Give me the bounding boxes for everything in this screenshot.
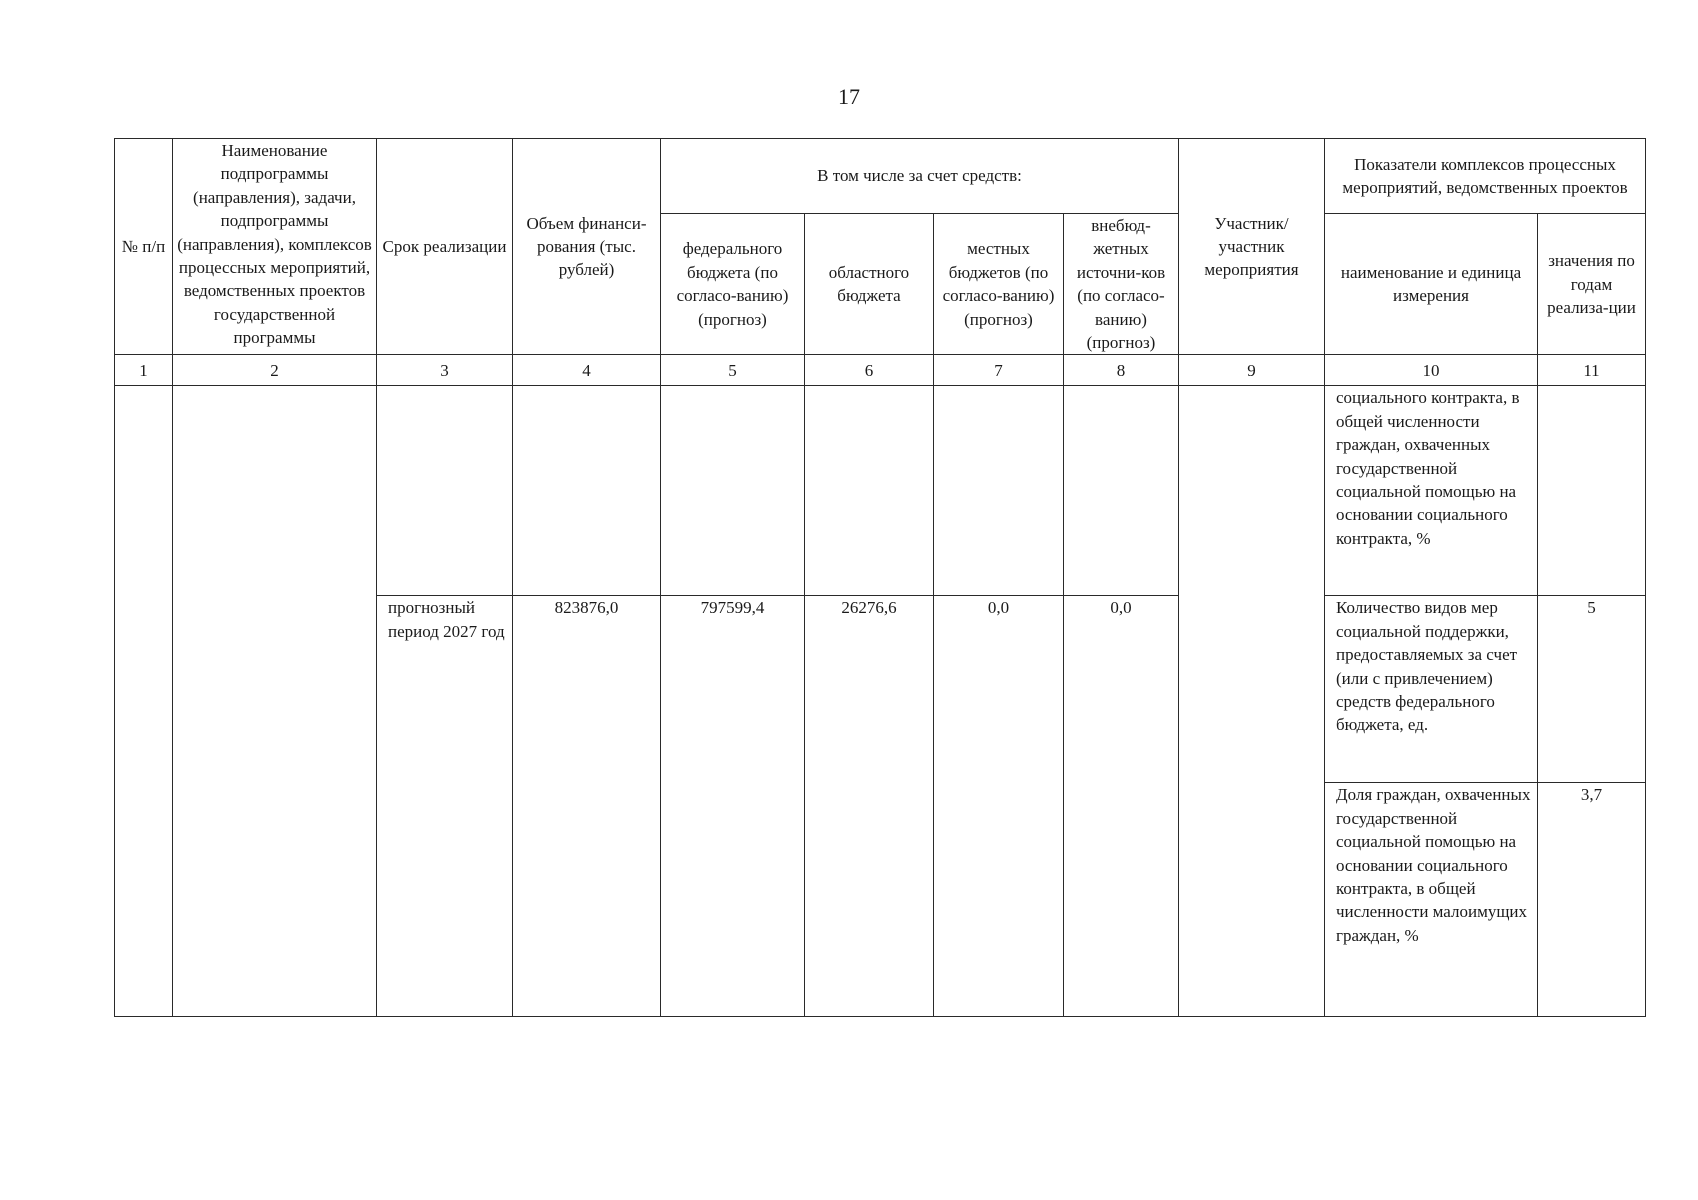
column-number: 11 bbox=[1538, 355, 1646, 386]
header-col-9: Участник/ участник мероприятия bbox=[1179, 139, 1325, 355]
column-number: 3 bbox=[377, 355, 513, 386]
cell-volume: 823876,0 bbox=[513, 596, 661, 1017]
header-col-2: Наименование подпрограммы (направления), задачи, подпрограммы (направления), комплексов процессных мероприятий, ведомственных проектов государственной программы bbox=[173, 139, 377, 355]
header-col-11: значения по годам реализа-ции bbox=[1538, 214, 1646, 355]
cell-indicator-name: социального контракта, в общей численности граждан, охваченных государственной социальной помощью на основании социального контракта, % bbox=[1325, 386, 1538, 596]
cell-indicator-value: 5 bbox=[1538, 596, 1646, 783]
cell-program-name bbox=[173, 386, 377, 1017]
column-number: 9 bbox=[1179, 355, 1325, 386]
header-col-5: федерального бюджета (по согласо-ванию) (прогноз) bbox=[661, 214, 805, 355]
column-number: 10 bbox=[1325, 355, 1538, 386]
cell-indicator-value: 3,7 bbox=[1538, 783, 1646, 1017]
header-row-top bbox=[115, 139, 1646, 214]
cell-indicator-value bbox=[1538, 386, 1646, 596]
cell-extra-budget: 0,0 bbox=[1064, 596, 1179, 1017]
header-col-6: областного бюджета bbox=[805, 214, 934, 355]
cell-number bbox=[115, 386, 173, 1017]
cell-regional: 26276,6 bbox=[805, 596, 934, 1017]
column-number: 1 bbox=[115, 355, 173, 386]
cell-local: 0,0 bbox=[934, 596, 1064, 1017]
column-number: 6 bbox=[805, 355, 934, 386]
column-number: 4 bbox=[513, 355, 661, 386]
cell-federal bbox=[661, 386, 805, 596]
cell-local bbox=[934, 386, 1064, 596]
column-number: 7 bbox=[934, 355, 1064, 386]
table-row bbox=[115, 386, 1646, 596]
header-col-1: № п/п bbox=[115, 139, 173, 355]
cell-extra-budget bbox=[1064, 386, 1179, 596]
cell-term: прогнозный период 2027 год bbox=[377, 596, 513, 1017]
program-funding-table bbox=[114, 138, 1646, 1017]
header-col-3: Срок реализации bbox=[377, 139, 513, 355]
header-group-indicators: Показатели комплексов процессных мероприятий, ведомственных проектов bbox=[1325, 139, 1646, 214]
cell-term bbox=[377, 386, 513, 596]
cell-indicator-name: Количество видов мер социальной поддержки, предоставляемых за счет (или с привлечением) средств федерального бюджета, ед. bbox=[1325, 596, 1538, 783]
header-col-10: наименование и единица измерения bbox=[1325, 214, 1538, 355]
page-number: 17 bbox=[838, 84, 860, 109]
column-number: 8 bbox=[1064, 355, 1179, 386]
cell-federal: 797599,4 bbox=[661, 596, 805, 1017]
header-col-8: внебюд-жетных источни-ков (по согласо-ванию) (прогноз) bbox=[1064, 214, 1179, 355]
header-col-4: Объем финанси-рования (тыс. рублей) bbox=[513, 139, 661, 355]
cell-regional bbox=[805, 386, 934, 596]
header-group-funds: В том числе за счет средств: bbox=[661, 139, 1179, 214]
cell-volume bbox=[513, 386, 661, 596]
cell-indicator-name: Доля граждан, охваченных государственной социальной помощью на основании социального контракта, в общей численности малоимущих граждан, % bbox=[1325, 783, 1538, 1017]
column-numbers-row bbox=[115, 355, 1646, 386]
column-number: 5 bbox=[661, 355, 805, 386]
column-number: 2 bbox=[173, 355, 377, 386]
cell-participant bbox=[1179, 386, 1325, 1017]
header-col-7: местных бюджетов (по согласо-ванию) (прогноз) bbox=[934, 214, 1064, 355]
